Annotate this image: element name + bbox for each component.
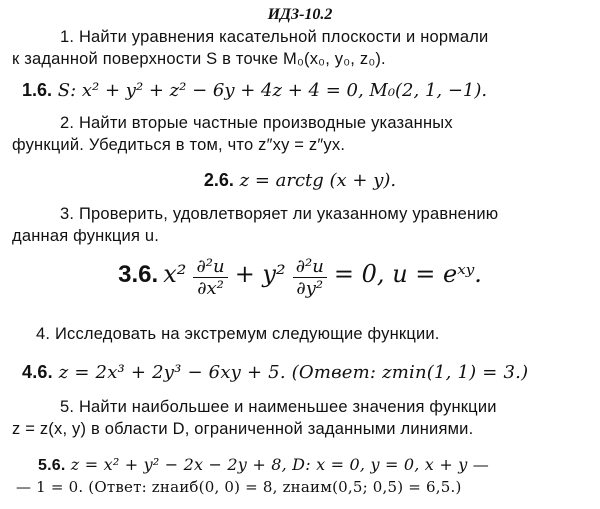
document-title: ИДЗ-10.2 (267, 6, 333, 23)
task5-equation-line1 (38, 455, 588, 475)
task4-equation-row (22, 362, 588, 383)
task3-eq-left: x² (163, 260, 187, 288)
task4-number: 4.6. (22, 362, 53, 382)
task3-fraction-1-denominator: ∂x² (197, 278, 224, 299)
task3-fraction-2 (293, 256, 327, 299)
task3-statement-line2: данная функция u. (12, 227, 160, 245)
task1-equation-row (22, 80, 588, 101)
task2-statement-line2: функций. Убедиться в том, что z″xy = z″yx. (12, 136, 346, 154)
task3-fraction-1-numerator: ∂²u (193, 256, 227, 278)
task5-statement-line1: 5. Найти наибольшее и наименьшее значения функции (60, 398, 497, 416)
task3-number: 3.6. (118, 261, 159, 288)
task4-equation: z = 2x³ + 2y³ − 6xy + 5. (Ответ: zmin(1, 1) = 3.) (58, 362, 529, 383)
task3-statement-line1: 3. Проверить, удовлетворяет ли указанному уравнению (60, 205, 499, 223)
task2-number: 2.6. (203, 170, 234, 190)
task2-equation: z = arctg (x + y). (239, 170, 397, 191)
task4-statement: 4. Исследовать на экстремум следующие функции. (36, 325, 440, 343)
task1-number: 1.6. (22, 80, 53, 100)
task5-statement-line2: z = z(x, y) в области D, ограниченной заданными линиями. (12, 420, 474, 438)
task3-eq-right: = 0, u = eˣʸ. (333, 260, 482, 288)
task3-equation-row (0, 256, 600, 299)
task5-equation-part1: z = x² + y² − 2x − 2y + 8, D: x = 0, y = 0, x + y — (70, 455, 489, 474)
task3-fraction-2-denominator: ∂y² (296, 278, 324, 299)
task1-statement-line2: к заданной поверхности S в точке M₀(x₀, y₀, z₀). (12, 50, 386, 68)
task3-eq-mid: + y² (234, 260, 286, 288)
task3-fraction-1 (193, 256, 227, 299)
task2-statement-line1: 2. Найти вторые частные производные указанных (60, 114, 453, 132)
task5-number: 5.6. (38, 457, 66, 474)
task1-statement-line1: 1. Найти уравнения касательной плоскости и нормали (60, 28, 489, 46)
task1-equation: S: x² + y² + z² − 6y + 4z + 4 = 0, M₀(2, 1, −1). (57, 80, 488, 101)
task3-fraction-2-numerator: ∂²u (293, 256, 327, 278)
task2-equation-row (0, 170, 600, 191)
task5-equation-line2: — 1 = 0. (Ответ: zнаиб(0, 0) = 8, zнаим(0,5; 0,5) = 6,5.) (16, 478, 462, 496)
